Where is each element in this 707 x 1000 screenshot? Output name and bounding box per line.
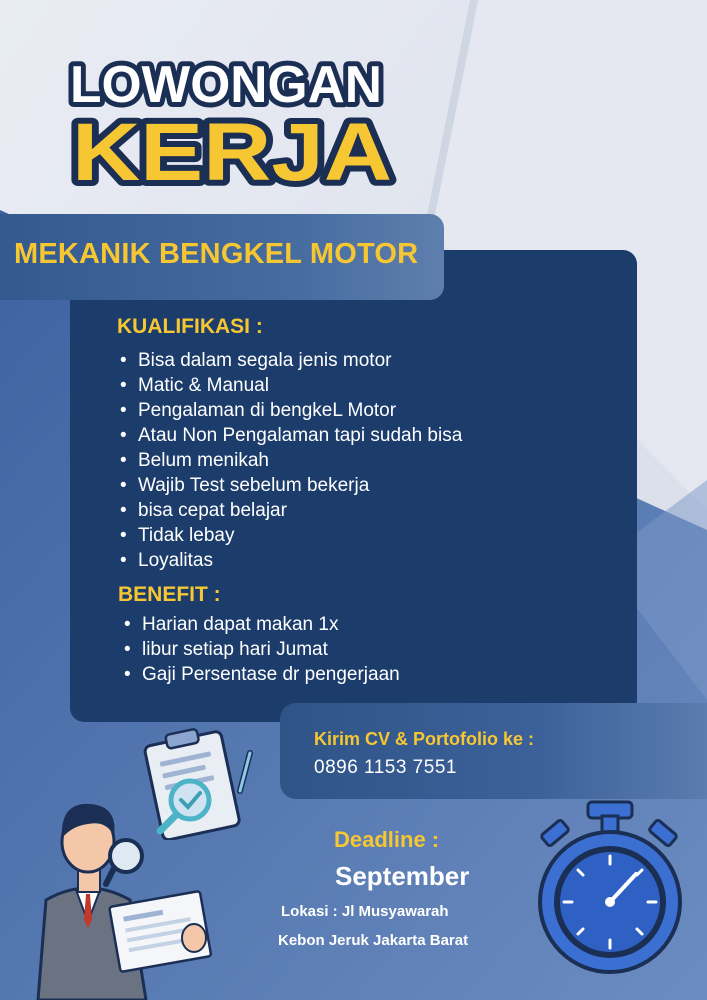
deadline-label: Deadline : (334, 827, 440, 852)
qualification-item: • Pengalaman di bengkeL Motor (118, 398, 462, 423)
qualification-item: • Tidak lebay (118, 523, 462, 548)
qualification-item: • Belum menikah (118, 448, 462, 473)
location-line-1: Lokasi : Jl Musyawarah (281, 903, 449, 920)
headline-line-1: LOWONGAN (70, 56, 382, 114)
headline (62, 50, 442, 200)
contact-phone: 0896 1153 7551 (314, 757, 457, 778)
qualifications-heading: KUALIFIKASI : (117, 315, 263, 338)
qualification-item: • Atau Non Pengalaman tapi sudah bisa (118, 423, 462, 448)
headline-graphic (62, 50, 442, 200)
qualification-item: • Wajib Test sebelum bekerja (118, 473, 462, 498)
job-title-banner (0, 214, 444, 300)
benefits-heading: BENEFIT : (118, 583, 221, 606)
qualification-item: • Loyalitas (118, 548, 462, 573)
location-line-2: Kebon Jeruk Jakarta Barat (278, 932, 469, 949)
qualification-item: • Matic & Manual (118, 373, 462, 398)
businessman-illustration (18, 780, 218, 1000)
qualification-item: • Bisa dalam segala jenis motor (118, 348, 462, 373)
qualifications-list (118, 348, 462, 573)
benefit-item: • libur setiap hari Jumat (122, 637, 400, 662)
job-title: MEKANIK BENGKEL MOTOR (14, 238, 419, 270)
contact-label: Kirim CV & Portofolio ke : (314, 729, 535, 749)
headline-line-2: KERJA (72, 107, 392, 198)
stopwatch-icon (530, 798, 700, 978)
qualification-item: • bisa cepat belajar (118, 498, 462, 523)
benefits-list (122, 612, 400, 687)
contact-box (280, 703, 707, 799)
benefit-item: • Gaji Persentase dr pengerjaan (122, 662, 400, 687)
pen-icon (240, 753, 250, 791)
benefit-item: • Harian dapat makan 1x (122, 612, 400, 637)
deadline-value: September (335, 861, 470, 891)
magnifier-icon (106, 840, 142, 884)
